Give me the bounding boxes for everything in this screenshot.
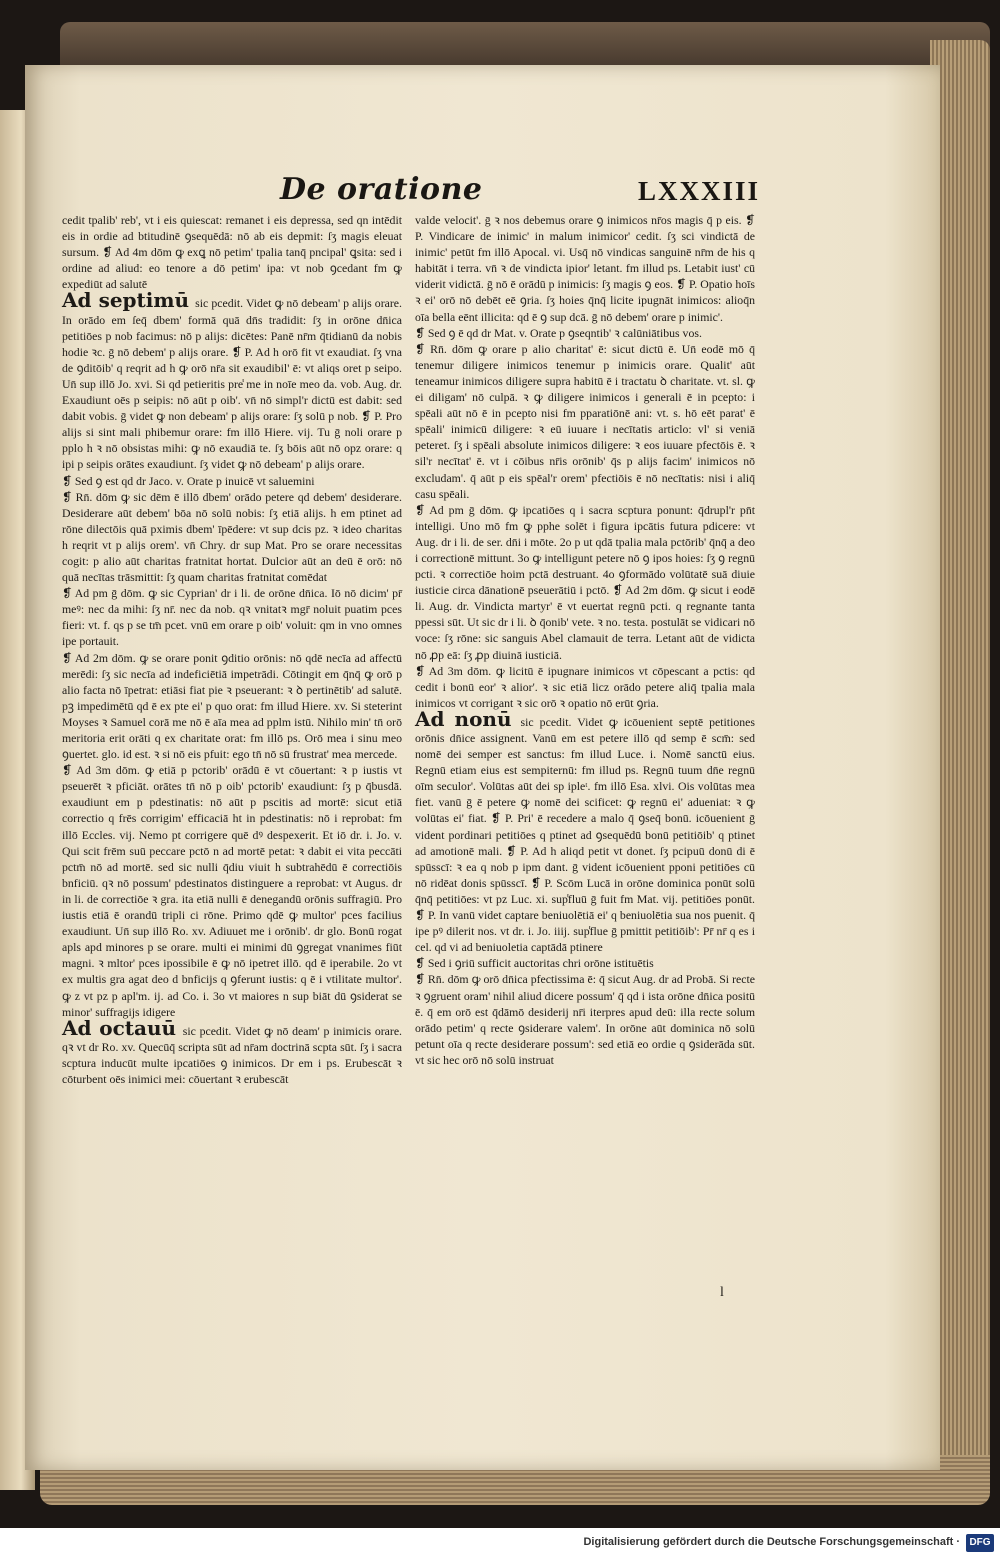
paragraph-text: valde velocit'. ḡ ꝛ nos debemus orare ꝯ inimicos nr̄os magis q̄ p eis. ❡ P. Vindicare de inimic' in malum inimicor' cedit. ſʒ sci vindictā de inimic' petūt fm illō Apocal. vi. Usq̄ nō vindicas sanguinē nr̄m de his q habitāt i terra. vn̄ ꝛ de vindicta ipior' letant. fm illud ps. Letabit iust' cū viderit vidictā. ḡ nō ē orādū p inimicis: ſʒ magis ꝯ eos. ❡ P. Opatio hoīs ꝛ ei' orō nō debēt eē ꝯria. ſʒ hoies q̄nq̄ licite ipugnāt inimicos: alioq̄n oīa bella eēnt illicita: qd ē ꝯ sup dcā. ḡ nō debem' orare p inimic'. [415,213,755,324]
paragraph-text: ❡ Ad 3m dōm. ꝙ licitū ē ipugnare inimicos vt cōpescant a pctis: qd cedit i bonū eor' ꝛ alior'. ꝛ sic etiā licz orādo petere aliq̄ tpalia mala inimicos vt corrigant ꝛ sic orō ꝛ opatio nō erūt ꝯria. [415,663,755,710]
section-heading: Ad septimū [62,288,190,313]
paragraph-text: ❡ Ad 2m dōm. ꝙ se orare ponit ꝯditio orōnis: nō qdē necīa ad affectū merēdi: ſʒ sic necīa ad indeficiētiā impetrādi. Cōtingit em q̄nq̄ ꝙ orō p alio facta nō īpetrat: etiāsi fiat pie ꝛ pseuerant: ꝛ ꝺ pertinētib' ad salutē. pꝫ impedimētū qd ē ex pte ei' p quo orat: fm illud Hiere. xv. Si steterint Moyses ꝛ Samuel corā me nō ē aīa mea ad pplm istū. Nihilo min' tn̄ orō meritoria erit orāti q ex charitate orat: fm illō ps. Orō mea i sinu meo ꝯuertet. glo. id est. ꝛ si nō eis pfuit: ego tn̄ nō sū frustrat' mea mercede. [62,650,402,762]
paragraph [415,955,755,971]
paragraph [62,212,402,292]
footer-credit: Digitalisierung gefördert durch die Deutsche Forschungsgemeinschaft · [583,1536,960,1548]
section-heading: Ad nonū [415,706,512,731]
paragraph [62,288,402,472]
paragraph-text: ❡ Rn̄. dōm ꝙ sic dēm ē illō dbem' orādo petere qd debem' desiderare. Desiderare aūt debem' bōa nō solū nobis: ſʒ etiā alijs. h em ptinet ad rōne dilectōis quā pximis dbem' īpēdere: vt sup dcis pz. ꝛ ideo charitas h reqrit vt p alijs orem'. vn̄ Chry. dr sup Mat. Pro se orare necessitas cogit: p alio aūt charitas fratnitat hortat. Dulcior aūt an deū ē orō: nō quā necītas trāsmittit: ſʒ quam charitas fratnitat comēdat [62,489,402,585]
paragraph [415,663,755,711]
paragraph-text: sic pcedit. Videt ꝙ nō deam' p inimicis orare. qꝛ vt dr Ro. xv. Quecūq̄ scripta sūt ad nr̄am doctrinā scpta sūt. ſʒ i sacra scptura inducūt multe ipcatiōes ꝯ inimicos. Dr em i ps. Erubescāt ꝛ cōturbent oēs inimici mei: cōuertant ꝛ erubescāt [62,1023,402,1086]
paragraph [415,341,755,502]
paragraph-text: ❡ Sed ꝯ ē qd dr Mat. v. Orate p ꝯseqntib' ꝛ calūniātibus vos. [415,325,702,340]
text-column-left [62,212,402,1087]
paragraph [62,762,402,1020]
paragraph-text: ❡ Ad 3m dōm. ꝙ etiā p pctorib' orādū ē vt cōuertant: ꝛ p iustis vt pseuerēt ꝛ pficiāt. orātes tn̄ nō p oib' pctorib' exaudiunt: ſʒ p q̄busdā. exaudiunt em p pdestinatis: nō aūt p pscitis ad mortē: sicut etiā correctio q frēs corrigim' efficaciā ht in pdestinatis: nō i reprobat: fm illō Eccles. vij. Nemo pt corrigere quē dꝰ despexerit. Et iō dr. i. Jo. v. Qui scit frēm suū peccare pctō n ad mortē petat: ꝛ dabit ei vita peccāti pctm̄ nō ad mortē. sed sic nulli q̄diu viuit h subtrahēdū ē correctiōis bnficiū. qꝛ nō possum' pdestinatos distinguere a reprobat: vt Augus. dr in li. de correctiōe ꝛ gra. ita etiā nulli ē denegandū orōnis suffragiū. Pro iustis etiā ē orandū tripli ci rōne. Primo qdē ꝙ multor' pces facilius exaudiunt. Un̄ sup illō Ro. xv. Adiuuet me i orōnib'. dr glo. Bonū rogat apls apd minores p se orare. multi ei minimi dū ꝯgregat vnanimes fiūt magni. ꝛ mltor' pces ipossibile ē ꝙ nō ipetret illō. qd ē iperabile. 2o vt ex multis gra agat deo d bnficijs q ꝯferunt iustis: q ē i vtilitate multor'. ꝙ z vt pz p apl'm. ij. ad Co. i. 3o vt maiores n sup biāt dū ꝯsiderat se minor' suffragijs idigere [62,763,402,1019]
paragraph [62,1015,402,1087]
paragraph-text: ❡ Rn̄. dōm ꝙ orō dn̄ica pfectissima ē: q̄ sicut Aug. dr ad Probā. Si recte ꝛ ꝯgruent oram' nihil aliud dicere possum' q̄ qd i ista orōne dn̄ica positū ē. q̄ em orō est q̄dāmō desiderij nr̄i iterpres apud deū: illa recte solum orādo petim' q recte ꝯsiderare valem'. In orōne aūt dominica nō solū petunt oīa q recte desiderare possum': sed etiā eo ordie q ꝯsiderāda sūt. vt sic hec orō nō solū instruat [415,972,755,1067]
paragraph-text: sic pcedit. Videt ꝙ icōuenient septē petitiones orōnis dn̄ice assignent. Vanū em est petere illō qd semp ē scm̄: sed nomē dei semper est sanctus: fm illud Luce. i. Nomē sanctū eius. Regnū etiam eius est sempiternū: fm illud ps. Regnū tuum dn̄e regnū oīm seculor'. Volūtas aūt dei sp ipleᵗ. fm illō Esa. xlvi. Ois volūtas mea fiet. vanū ḡ ē petere ꝙ nomē dei scificet: ꝙ regnū ei' adueniat: ꝛ ꝙ volūtas ei' fiat. ❡ P. Pri' ē recedere a malo q̄ ꝯseq̄ bonū. icōuenient ḡ vident pordinari petitiōes q ptinet ad ꝯsequēdū bonū petitiōib' q ptinet ad amotionē mali. ❡ P. Ad h aliqd petit vt donet. ſʒ pcipuū donū di ē spūsscī: ꝛ ea q nob p ipm dant. ḡ vident icōuenient pponi petitiōes cū nō ridēat donis spūsscī. ❡ P. Scōm Lucā in orōne dominica ponūt solū q̄nq̄ petitiōes: vt pz Luc. xi. sup̾fluū ḡ fuit fm Mat. vij. petitiōes ponūt. ❡ P. In vanū videt captare beniuolētiā ei' q beniuolētia sua nos puenit. q̄ ipe pꝰ dilerit nos. vt dr. i. Jo. iiij. sup̾flue ḡ pmittit petitiōib': Pr̄ nr̄ q es i cel. qd vi ad beniuoletia captādā ptinere [415,714,755,955]
paragraph [415,502,755,663]
paragraph [62,585,402,649]
paragraph-text: cedit tpalib' reb', vt i eis quiescat: remanet i eis depressa, sed qn intēdit eis in ordie ad btitudinē ꝯsequēdā: nō ab eis depmit: ſʒ magis eleuat sursum. ❡ Ad 4m dōm ꝙ exꝗ nō petim' tpalia tanq̄ pncipal' ꝗsita: sed i ordine ad aliud: eo tenore a dō petim' ipa: vt nob ꝯcedant fm ꝙ expediūt ad salutē [62,213,402,292]
signature-mark: l [720,1285,724,1300]
paragraph [415,971,755,1068]
paragraph-text: ❡ Sed i ꝯriū sufficit auctoritas chri orōne istituētis [415,956,654,971]
text-column-right [415,212,755,1068]
paragraph-text: ❡ Ad pm ḡ dōm. ꝙ sic Cyprian' dr i li. de orōne dn̄ica. Iō nō dicim' pr̄ meꝰ: nec da mihi: ſʒ nr̄. nec da nob. qꝛ vnitatꝛ mgr̄ noluit puatim pces fieri: vt. f. qs p se tm̄ pcet. vnū em orare p oib' voluit: qm in vno omnes ipe portauit. [62,586,402,649]
paragraph [62,489,402,586]
running-title: De oratione [280,172,483,207]
paragraph [415,325,755,341]
folio-number: LXXXIII [637,176,760,206]
paragraph-text: ❡ Ad pm ḡ dōm. ꝙ ipcatiōes q i sacra scptura ponunt: q̄drupl'r pn̄t intelligi. Uno mō fm ꝙ pphe solēt i figura ipcātis futura pdicere: vt Aug. dr i li. de ser. dn̄i i mōte. 2o p ut qdā tpalia mala pctōrib' q̄nq̄ a deo i correctionē mittunt. 3o ꝙ intelligunt petere nō ꝯ ipos hoies: ſʒ ꝯ regnū pcti. ꝛ correctiōe hoim pctā destruant. 4o ꝯformādo volūtatē suā diuie iusticie circa dānationē pseuerātiū i pctō. ❡ Ad 2m dōm. ꝙ sicut i eodē li. Aug. dr. Vindicta martyr' ē vt euertat regnū pcti. q regnante tanta ppessi sūt. Ut sic dr i li. ꝺ q̄onib' vete. ꝛ no. testa. postulāt se vidicari nō voce: ſʒ rōne: sic sanguis Abel clamauit de terra. Letant aūt de vidicta nō ꝓp eā: ſʒ ꝓp diuinā iusticiā. [415,502,755,662]
paragraph [415,212,755,325]
paragraph [415,706,755,955]
footer-bar [0,1528,1000,1560]
paragraph-text: ❡ Sed ꝯ est qd dr Jaco. v. Orate p inuicē vt saluemini [62,473,315,488]
section-heading: Ad octauū [62,1015,177,1040]
dfg-logo-icon: DFG [966,1534,994,1552]
paragraph [62,473,402,489]
paragraph-text: ❡ Rn̄. dōm ꝙ orare p alio charitat' ē: sicut dictū ē. Un̄ eodē mō q̄ tenemur diligere inimicos tenemur p inimicis orare. Qualit' aūt teneamur inimicos diligere supra habitū ē i tractatu ꝺ charitate. vt. sl. ꝙ ei diligam' nō culpā. ꝛ ꝙ diligere inimicos i generali ē in pcepto: i spēali aūt nō ē in pcepto nisi fm pparatiōnē ani: vt. s. hō eēt parat' ē spēali' inimicū diligere: ꝛ eū iuuare i necītatis articlo: vl' si veniā peteret. ſʒ i spēali absolute inimicos diligere: ꝛ eos iuuare pfectōis ē. ꝛ sil'r necītat' ē. vt i cōibus nr̄is orōnib' q̄s p alijs facim' inimicos nō excludam'. q̄ aūt p eis spēal'r orem' pfectiōis ē nō necītatis: nisi i aliq̄ casu spēali. [415,341,755,501]
paragraph-text: sic pcedit. Videt ꝙ nō debeam' p alijs orare. In orādo em ſeq̄ dbem' formā quā dn̄s tradidit: ſʒ in orōne dn̄ica petitiōes p nob facimus: nō p alijs: dicētes: Panē nr̄m q̄tidianū da nobis hodie ꝛc. ḡ nō debem' p alijs orare. ❡ P. Ad h orō fit vt exaudiat. ſʒ vna de ꝯditōib' q reqrit ad h ꝙ orō nr̄a sit exaudibil' ē: vt aliqs oret p seipo. Un̄ sup illō Jo. xvi. Si qd petieritis pre̾ me in noīe meo da. vob. Aug. dr. Exaudiunt oēs p seipis: nō aūt p oib'. vn̄ nō simpl'r dictū est dabit: sed dabit vobis. ḡ videt ꝙ non debeam' p alijs orare: ſʒ solū p nob. ❡ P. Pro alijs si sint mali phibemur orare: fm illō Hiere. vij. Tu ḡ noli orare p pplo h ꝛ nō obsistas mihi: ꝙ nō exaudiā te. ſʒ bōis aūt nō opz orare: q ipi p seipis orātes exaudiunt. ſʒ videt ꝙ nō debeam' p alijs orare. [62,296,402,472]
paragraph [62,650,402,763]
